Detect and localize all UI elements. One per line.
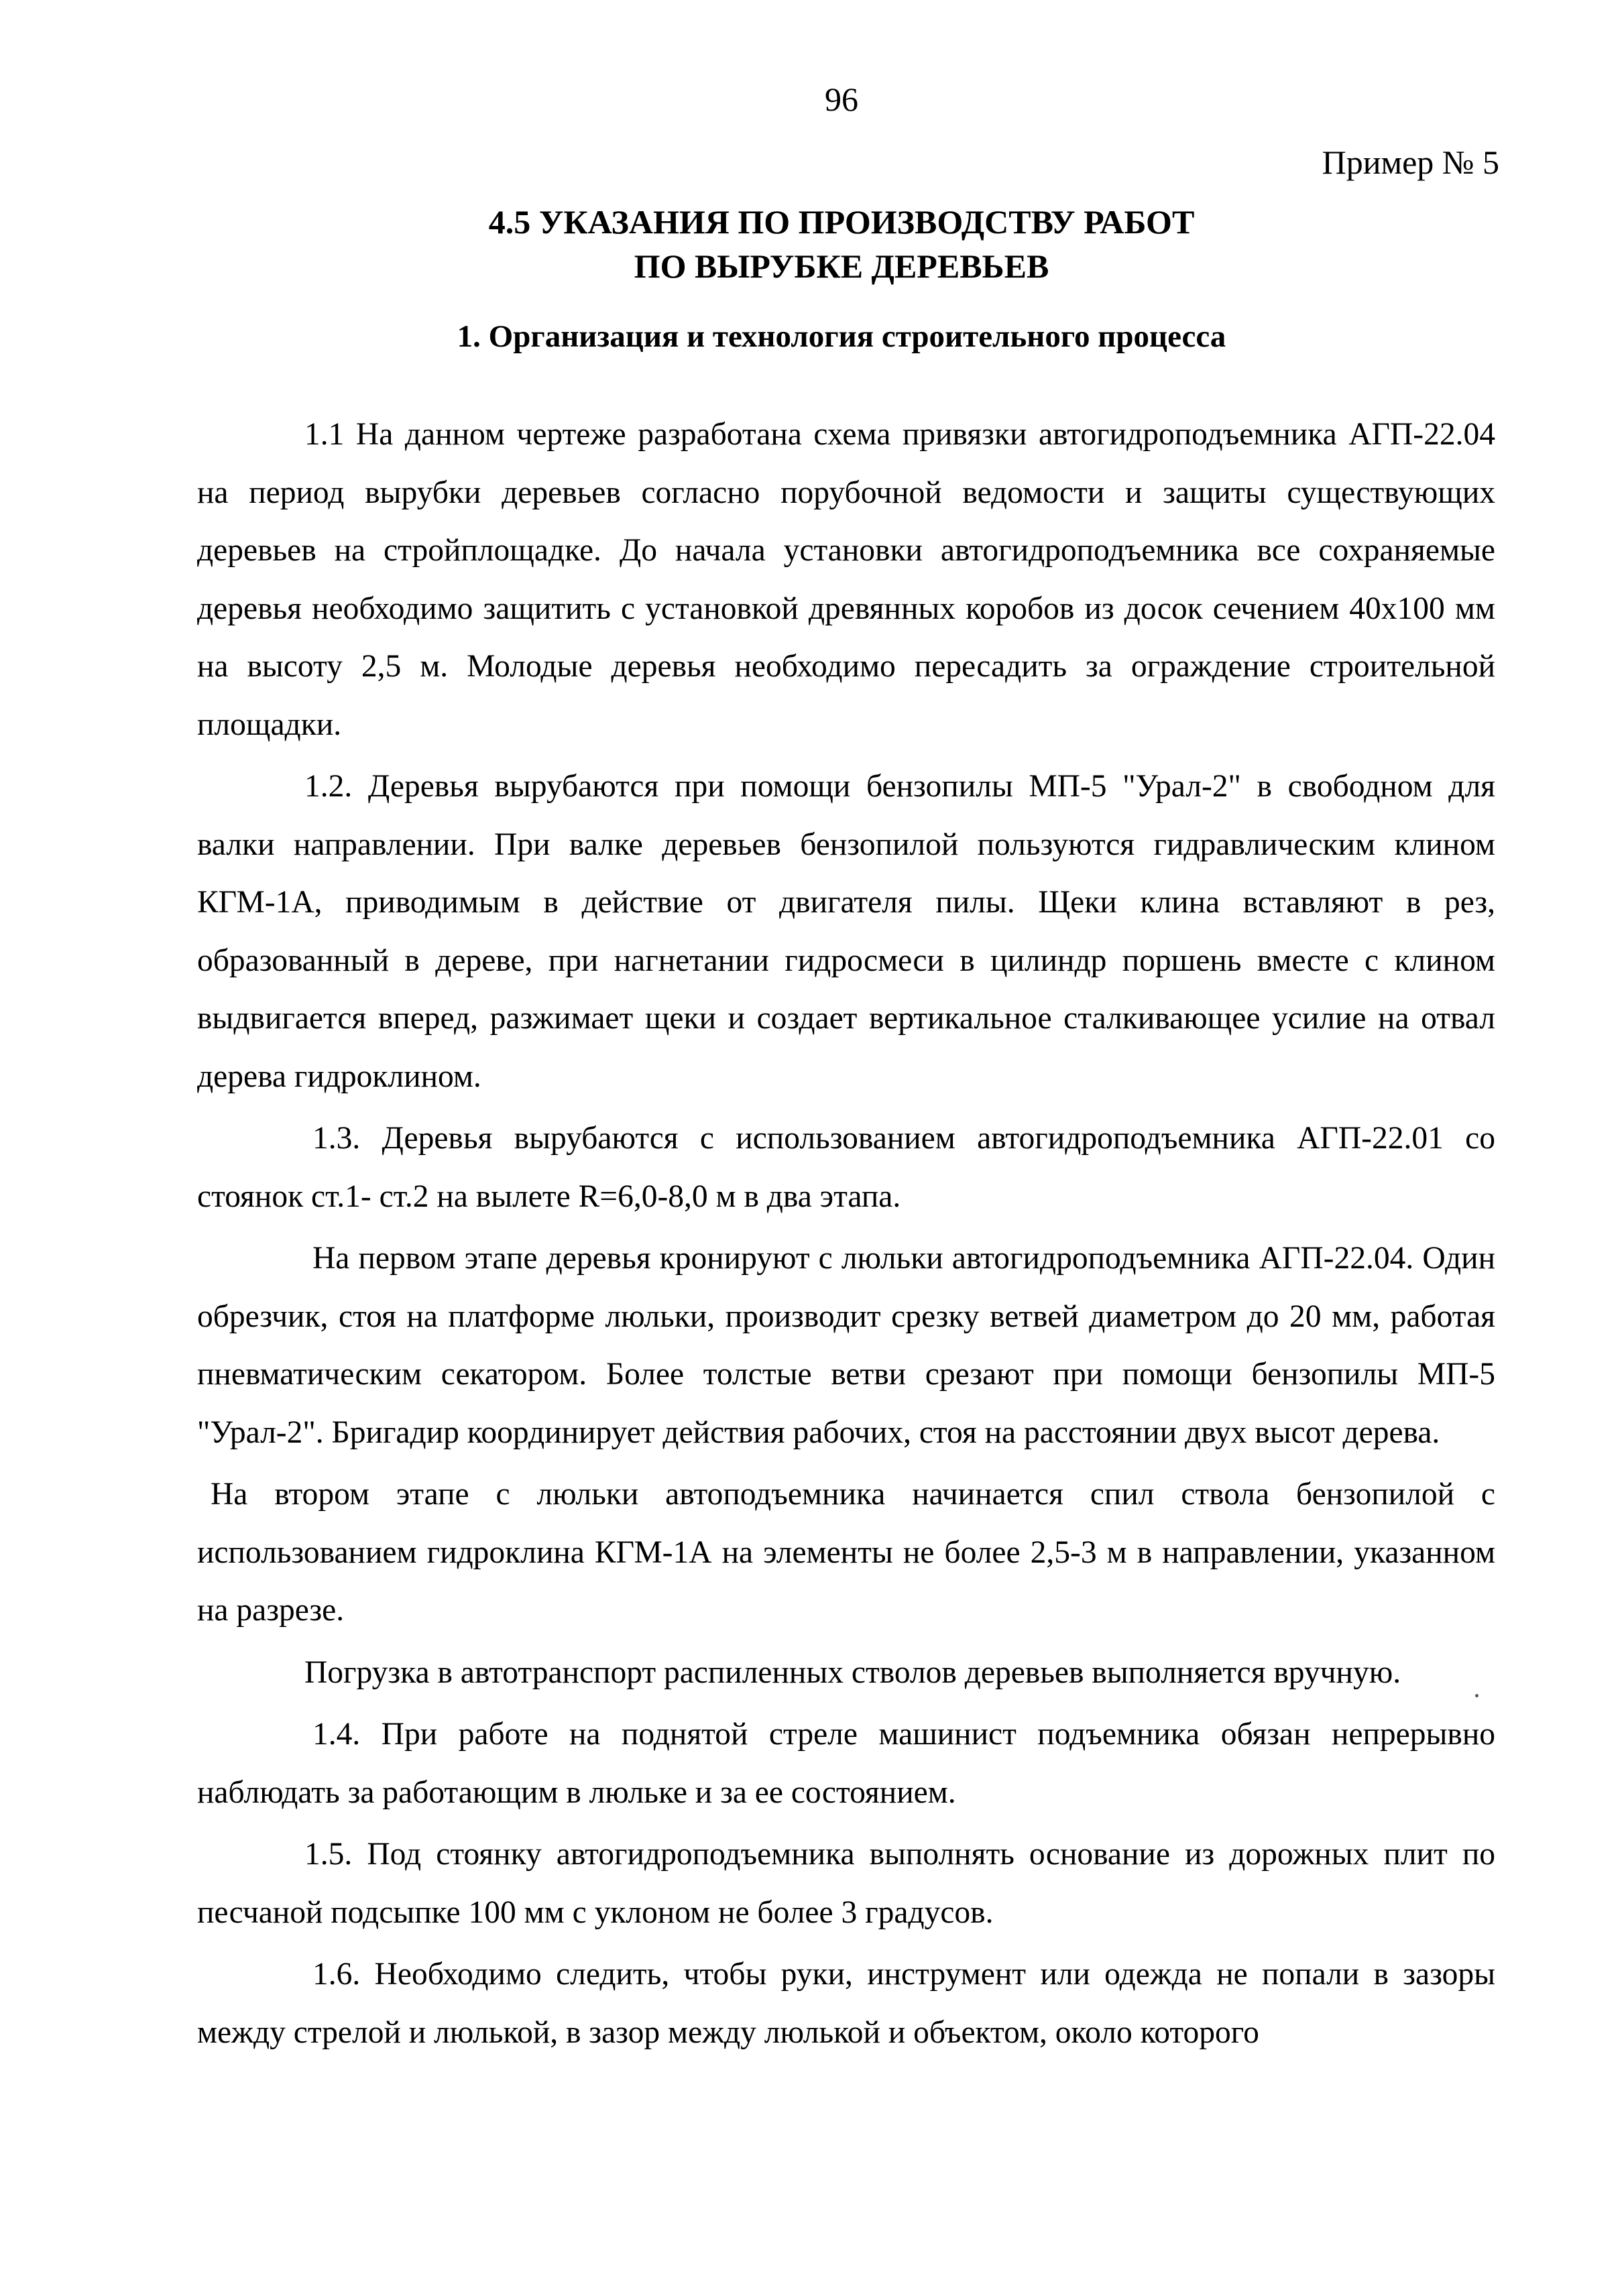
paragraph-1-1: 1.1 На данном чертеже разработана схема привязки автогидроподъемника АГП-22.04 на период вырубки деревьев согласно порубочной ведомости и защиты существующих деревьев на стройплощадке. До начала установки автогидроподъемника все сохраняемые деревья необходимо защитить с установкой древянных коробов из досок сечением 40х100 мм на высоту 2,5 м. Молодые деревья необходимо пересадить за ограждение строительной площадки. [197,417,1495,742]
paragraph-loading: Погрузка в автотранспорт распиленных стволов деревьев выполняется вручную. [304,1654,1401,1690]
paragraph-stage-two: На втором этапе с люльки автоподъемника начинается спил ствола бензопилой с использованием гидроклина КГМ-1А на элементы не более 2,5-3 м в направлении, указанном на разрезе. [197,1477,1495,1628]
document-title [0,200,1624,288]
title-line-1: 4.5 УКАЗАНИЯ ПО ПРОИЗВОДСТВУ РАБОТ [488,203,1195,241]
paragraph-1-4: 1.4. При работе на поднятой стреле машинист подъемника обязан непрерывно наблюдать за работающим в люльке и за ее состоянием. [197,1717,1495,1810]
title-line-2: ПО ВЫРУБКЕ ДЕРЕВЬЕВ [634,247,1049,285]
example-label: Пример № 5 [1322,143,1499,181]
paragraph-1-5: 1.5. Под стоянку автогидроподъемника выполнять основание из дорожных плит по песчаной подсыпке 100 мм с уклоном не более 3 градусов. [197,1837,1495,1930]
paragraph-1-3: 1.3. Деревья вырубаются с использованием автогидроподъемника АГП-22.01 со стоянок ст.1- ст.2 на вылете R=6,0-8,0 м в два этапа. [197,1121,1495,1214]
paragraph-1-2: 1.2. Деревья вырубаются при помощи бензопилы МП-5 "Урал-2" в свободном для валки направлении. При валке деревьев бензопилой пользуются гидравлическим клином КГМ-1А, приводимым в действие от двигателя пилы. Щеки клина вставляют в рез, образованный в дереве, при нагнетании гидросмеси в цилиндр поршень вместе с клином выдвигается вперед, разжимает щеки и создает вертикальное сталкивающее усилие на отвал дерева гидроклином. [197,769,1495,1094]
body-text [197,406,1495,2061]
scan-artifact-dot [1475,1694,1478,1697]
page-number: 96 [825,80,858,118]
section-heading: 1. Организация и технология строительного процесса [457,319,1226,354]
paragraph-stage-one: На первом этапе деревья кронируют с люльки автогидроподъемника АГП-22.04. Один обрезчик, стоя на платформе люльки, производит срезку ветвей диаметром до 20 мм, работая пневматическим секатором. Более толстые ветви срезают при помощи бензопилы МП-5 "Урал-2". Бригадир координирует действия рабочих, стоя на расстоянии двух высот дерева. [197,1241,1495,1450]
paragraph-1-6: 1.6. Необходимо следить, чтобы руки, инструмент или одежда не попали в зазоры между стрелой и люлькой, в зазор между люлькой и объектом, около которого [197,1957,1495,2050]
